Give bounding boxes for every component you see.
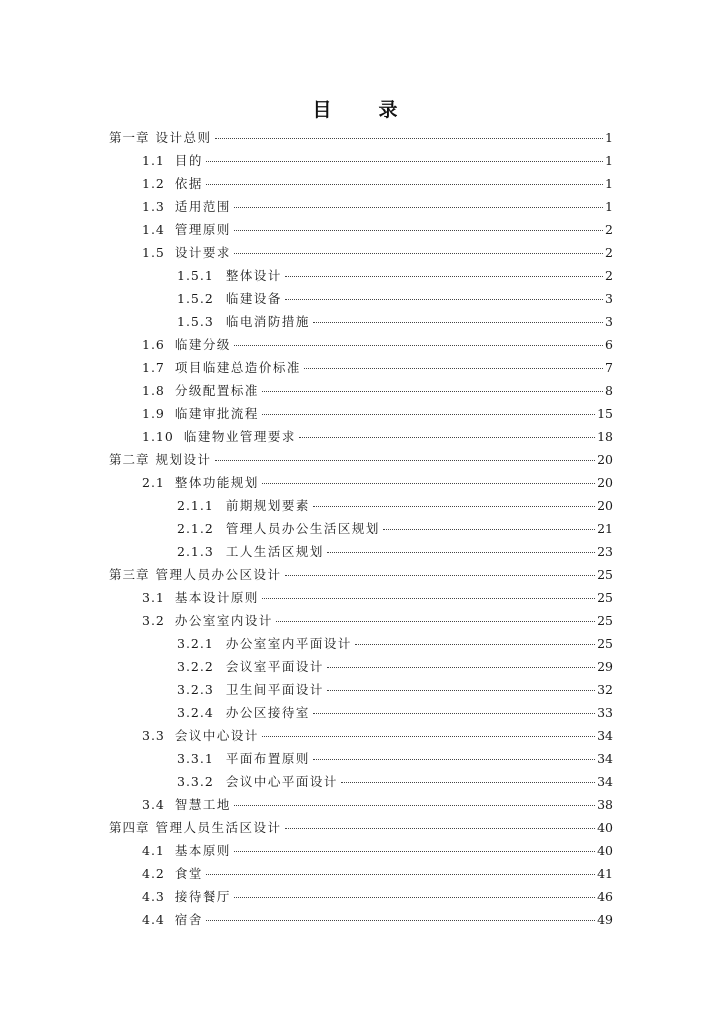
entry-number: 4.4 xyxy=(142,912,165,927)
entry-label: 管理人员生活区设计 xyxy=(155,820,282,835)
entry-label: 接待餐厅 xyxy=(174,889,231,904)
entry-page: 34 xyxy=(597,774,613,789)
entry-page: 40 xyxy=(597,843,613,858)
entry-label: 管理原则 xyxy=(174,222,231,237)
toc-entry[interactable] xyxy=(142,475,613,491)
toc-entry[interactable] xyxy=(142,889,613,905)
entry-page: 1 xyxy=(605,130,613,145)
toc-entry[interactable] xyxy=(142,590,613,606)
entry-page: 2 xyxy=(605,222,613,237)
entry-number: 1.1 xyxy=(142,153,165,168)
dot-leader xyxy=(215,137,603,139)
entry-page: 7 xyxy=(605,360,613,375)
entry-number: 3.2 xyxy=(142,613,165,628)
entry-page: 2 xyxy=(605,268,613,283)
dot-leader xyxy=(304,367,603,369)
entry-page: 34 xyxy=(597,728,613,743)
toc-entry[interactable] xyxy=(142,337,613,353)
entry-number: 4.1 xyxy=(142,843,165,858)
entry-number: 2.1 xyxy=(142,475,165,490)
toc-entry[interactable] xyxy=(177,659,613,675)
entry-page: 41 xyxy=(597,866,613,881)
toc-entry[interactable] xyxy=(142,429,613,445)
entry-number: 3.2.3 xyxy=(177,682,214,697)
toc-entry[interactable] xyxy=(177,314,613,330)
entry-label: 临建分级 xyxy=(174,337,231,352)
toc-entry[interactable] xyxy=(142,222,613,238)
dot-leader xyxy=(313,758,595,760)
entry-number: 1.5.3 xyxy=(177,314,214,329)
toc-entry[interactable] xyxy=(142,176,613,192)
dot-leader xyxy=(262,735,595,737)
entry-number: 2.1.1 xyxy=(177,498,214,513)
entry-label: 设计要求 xyxy=(174,245,231,260)
entry-page: 20 xyxy=(597,498,613,513)
entry-number: 1.7 xyxy=(142,360,165,375)
dot-leader xyxy=(234,206,603,208)
entry-number: 1.2 xyxy=(142,176,165,191)
toc-entry[interactable] xyxy=(142,728,613,744)
entry-page: 3 xyxy=(605,291,613,306)
toc-entry[interactable] xyxy=(177,636,613,652)
entry-label: 临建设备 xyxy=(225,291,282,306)
entry-page: 25 xyxy=(597,613,613,628)
toc-entry[interactable] xyxy=(142,199,613,215)
toc-entry[interactable] xyxy=(109,130,613,146)
dot-leader xyxy=(234,229,603,231)
entry-label: 会议室平面设计 xyxy=(225,659,324,674)
entry-page: 3 xyxy=(605,314,613,329)
entry-page: 34 xyxy=(597,751,613,766)
entry-label: 管理人员办公生活区规划 xyxy=(225,521,380,536)
entry-page: 32 xyxy=(597,682,613,697)
entry-number: 第一章 xyxy=(109,130,150,145)
toc-entry[interactable] xyxy=(142,797,613,813)
toc-entry[interactable] xyxy=(142,866,613,882)
entry-page: 29 xyxy=(597,659,613,674)
entry-label: 临建物业管理要求 xyxy=(183,429,296,444)
toc-entry[interactable] xyxy=(142,613,613,629)
entry-label: 卫生间平面设计 xyxy=(225,682,324,697)
toc-entry[interactable] xyxy=(177,498,613,514)
entry-number: 第四章 xyxy=(109,820,150,835)
entry-number: 1.5 xyxy=(142,245,165,260)
dot-leader xyxy=(313,505,595,507)
entry-label: 项目临建总造价标准 xyxy=(174,360,301,375)
toc-title: 目 录 xyxy=(312,99,412,121)
entry-label: 工人生活区规划 xyxy=(225,544,324,559)
entry-label: 分级配置标准 xyxy=(174,383,259,398)
entry-label: 设计总则 xyxy=(155,130,212,145)
dot-leader xyxy=(327,689,595,691)
dot-leader xyxy=(327,551,595,553)
toc-entry[interactable] xyxy=(177,521,613,537)
entry-page: 6 xyxy=(605,337,613,352)
dot-leader xyxy=(299,436,595,438)
toc-entry[interactable] xyxy=(177,268,613,284)
entry-page: 20 xyxy=(597,475,613,490)
dot-leader xyxy=(206,873,595,875)
entry-page: 21 xyxy=(597,521,613,536)
entry-page: 33 xyxy=(597,705,613,720)
entry-label: 目的 xyxy=(174,153,203,168)
dot-leader xyxy=(285,298,603,300)
entry-number: 2.1.3 xyxy=(177,544,214,559)
entry-label: 基本设计原则 xyxy=(174,590,259,605)
entry-page: 1 xyxy=(605,153,613,168)
entry-label: 管理人员办公区设计 xyxy=(155,567,282,582)
entry-label: 办公室室内平面设计 xyxy=(225,636,352,651)
dot-leader xyxy=(383,528,595,530)
dot-leader xyxy=(206,919,595,921)
dot-leader xyxy=(262,390,603,392)
entry-number: 3.2.4 xyxy=(177,705,214,720)
toc-entry[interactable] xyxy=(109,820,613,836)
entry-number: 3.2.2 xyxy=(177,659,214,674)
toc-entry[interactable] xyxy=(177,705,613,721)
entry-page: 20 xyxy=(597,452,613,467)
entry-label: 依据 xyxy=(174,176,203,191)
toc-entry[interactable] xyxy=(177,774,613,790)
dot-leader xyxy=(206,183,603,185)
entry-page: 15 xyxy=(597,406,613,421)
entry-page: 25 xyxy=(597,567,613,582)
entry-number: 1.8 xyxy=(142,383,165,398)
entry-page: 8 xyxy=(605,383,613,398)
entry-number: 第三章 xyxy=(109,567,150,582)
dot-leader xyxy=(234,850,595,852)
entry-label: 基本原则 xyxy=(174,843,231,858)
entry-page: 46 xyxy=(597,889,613,904)
entry-page: 1 xyxy=(605,176,613,191)
toc-entry[interactable] xyxy=(142,912,613,928)
toc-entry[interactable] xyxy=(177,544,613,560)
entry-label: 宿舍 xyxy=(174,912,203,927)
entry-label: 食堂 xyxy=(174,866,203,881)
entry-page: 2 xyxy=(605,245,613,260)
dot-leader xyxy=(234,252,603,254)
entry-page: 25 xyxy=(597,636,613,651)
dot-leader xyxy=(285,574,596,576)
entry-label: 整体功能规划 xyxy=(174,475,259,490)
entry-number: 3.3 xyxy=(142,728,165,743)
entry-label: 临电消防措施 xyxy=(225,314,310,329)
entry-number: 第二章 xyxy=(109,452,150,467)
entry-label: 整体设计 xyxy=(225,268,282,283)
dot-leader xyxy=(262,413,595,415)
dot-leader xyxy=(234,804,595,806)
entry-label: 智慧工地 xyxy=(174,797,231,812)
dot-leader xyxy=(327,666,595,668)
dot-leader xyxy=(215,459,596,461)
entry-number: 1.5.1 xyxy=(177,268,214,283)
dot-leader xyxy=(262,597,595,599)
dot-leader xyxy=(206,160,603,162)
entry-label: 会议中心设计 xyxy=(174,728,259,743)
dot-leader xyxy=(234,344,603,346)
dot-leader xyxy=(285,827,596,829)
entry-number: 4.2 xyxy=(142,866,165,881)
entry-page: 1 xyxy=(605,199,613,214)
dot-leader xyxy=(276,620,595,622)
entry-number: 3.3.2 xyxy=(177,774,214,789)
entry-number: 1.5.2 xyxy=(177,291,214,306)
entry-number: 3.4 xyxy=(142,797,165,812)
entry-page: 23 xyxy=(597,544,613,559)
entry-number: 1.6 xyxy=(142,337,165,352)
toc-entry[interactable] xyxy=(177,751,613,767)
toc-entry[interactable] xyxy=(142,153,613,169)
entry-number: 1.4 xyxy=(142,222,165,237)
dot-leader xyxy=(355,643,595,645)
toc-entry[interactable] xyxy=(177,682,613,698)
toc-entry[interactable] xyxy=(109,452,613,468)
entry-label: 适用范围 xyxy=(174,199,231,214)
toc-entry[interactable] xyxy=(142,360,613,376)
toc-entry[interactable] xyxy=(142,383,613,399)
entry-number: 3.3.1 xyxy=(177,751,214,766)
entry-page: 25 xyxy=(597,590,613,605)
entry-number: 3.2.1 xyxy=(177,636,214,651)
entry-number: 1.9 xyxy=(142,406,165,421)
dot-leader xyxy=(313,712,595,714)
entry-page: 40 xyxy=(597,820,613,835)
entry-page: 38 xyxy=(597,797,613,812)
toc-entry[interactable] xyxy=(142,245,613,261)
dot-leader xyxy=(285,275,603,277)
toc-entry[interactable] xyxy=(142,843,613,859)
entry-number: 1.10 xyxy=(142,429,174,444)
entry-page: 18 xyxy=(597,429,613,444)
entry-number: 2.1.2 xyxy=(177,521,214,536)
entry-label: 规划设计 xyxy=(155,452,212,467)
entry-page: 49 xyxy=(597,912,613,927)
entry-number: 1.3 xyxy=(142,199,165,214)
dot-leader xyxy=(234,896,595,898)
dot-leader xyxy=(341,781,595,783)
entry-label: 平面布置原则 xyxy=(225,751,310,766)
entry-number: 3.1 xyxy=(142,590,165,605)
entry-label: 临建审批流程 xyxy=(174,406,259,421)
dot-leader xyxy=(262,482,595,484)
entry-label: 办公室室内设计 xyxy=(174,613,273,628)
entry-number: 4.3 xyxy=(142,889,165,904)
toc-entry[interactable] xyxy=(109,567,613,583)
toc-entry[interactable] xyxy=(142,406,613,422)
toc-entry[interactable] xyxy=(177,291,613,307)
dot-leader xyxy=(313,321,603,323)
entry-label: 前期规划要素 xyxy=(225,498,310,513)
entry-label: 会议中心平面设计 xyxy=(225,774,338,789)
entry-label: 办公区接待室 xyxy=(225,705,310,720)
